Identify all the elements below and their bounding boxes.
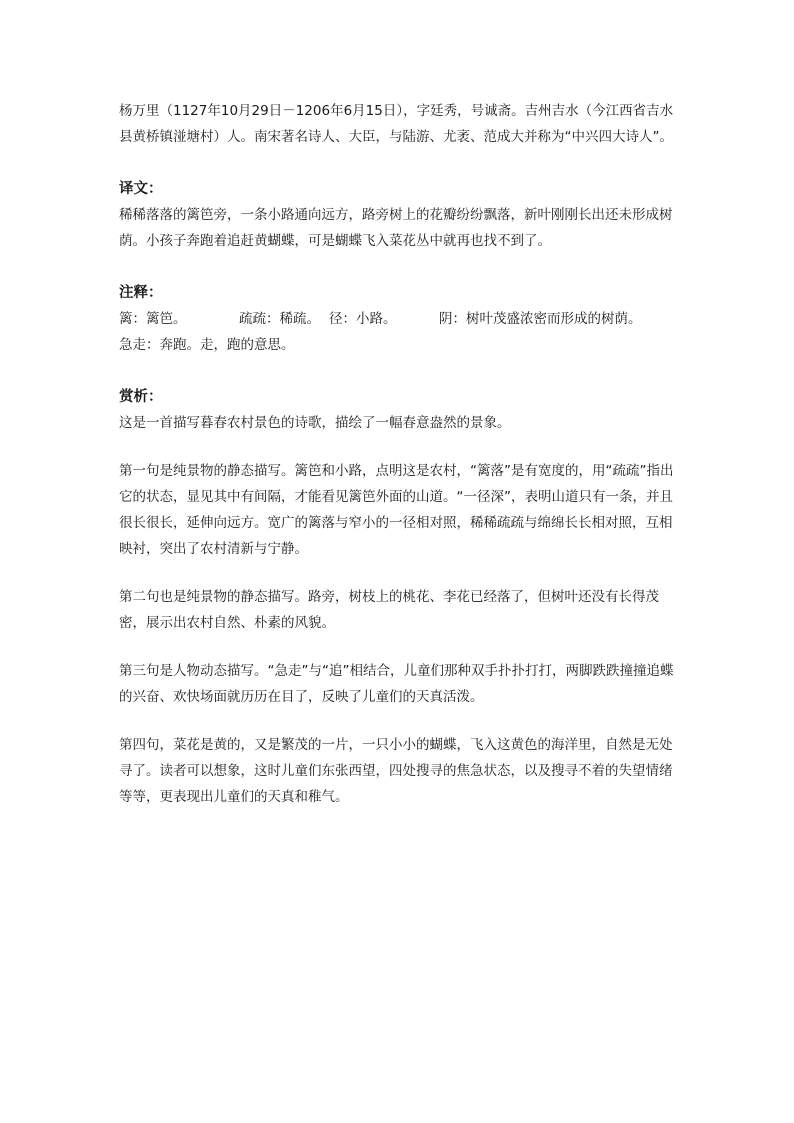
appreciation-paragraph: 这是一首描写暮春农村景色的诗歌，描绘了一幅春意盎然的景象。 (119, 415, 511, 431)
spacer (119, 150, 679, 176)
author-bio: 杨万里（1127年10月29日－1206年6月15日），字廷秀，号诚斋。吉州吉水（今江西省吉水县黄桥镇湴塘村）人。南宋著名诗人、大臣，与陆游、尤袤、范成大并称为“中兴四大诗人”。 (119, 103, 674, 145)
notes-line-2 (119, 332, 679, 358)
note-item: 急走：奔跑。走，跑的意思。 (119, 337, 295, 353)
note-item: 径：小路。 (329, 311, 397, 327)
appreciation-paragraph: 第一句是纯景物的静态描写。篱笆和小路，点明这是农村，“篱落”是有宽度的，用“疏疏”指出它的状态，显见其中有间隔，才能看见篱笆外面的山道。“一径深”，表明山道只有一条，并且很长很长，延伸向远方。宽广的篱落与窄小的一径相对照，稀稀疏疏与绵绵长长相对照，互相映衬，突出了农村清新与宁静。 (119, 463, 674, 557)
translation-text: 稀稀落落的篱笆旁，一条小路通向远方，路旁树上的花瓣纷纷飘落，新叶刚刚长出还未形成树荫。小孩子奔跑着追赶黄蝴蝶，可是蝴蝶飞入菜花丛中就再也找不到了。 (119, 207, 673, 249)
appreciation-paragraph: 第三句是人物动态描写。“急走”与“追”相结合，儿童们那种双手扑扑打打，两脚跌跌撞撞追蝶的兴奋、欢快场面就历历在目了，反映了儿童们的天真活泼。 (119, 663, 674, 705)
notes-line-1 (119, 306, 679, 332)
spacer (119, 636, 679, 658)
note-item: 篱：篱笆。 (119, 311, 187, 327)
translation-heading: 译文： (119, 181, 163, 197)
document-page (119, 98, 679, 810)
spacer (119, 436, 679, 458)
appreciation-paragraph: 第四句，菜花是黄的，又是繁茂的一片，一只小小的蝴蝶，飞入这黄色的海洋里，自然是无处寻了。读者可以想象，这时儿童们东张西望，四处搜寻的焦急状态，以及搜寻不着的失望情绪等等，更表现出儿童们的天真和稚气。 (119, 737, 673, 805)
appreciation-paragraph: 第二句也是纯景物的静态描写。路旁，树枝上的桃花、李花已经落了，但树叶还没有长得茂密，展示出农村自然、朴素的风貌。 (119, 589, 659, 631)
spacer (119, 710, 679, 732)
notes-heading: 注释： (119, 285, 163, 301)
note-item: 阴：树叶茂盛浓密而形成的树荫。 (439, 311, 642, 327)
note-item: 疏疏：稀疏。 (239, 311, 320, 327)
spacer (119, 358, 679, 384)
spacer (119, 562, 679, 584)
spacer (119, 254, 679, 280)
appreciation-heading: 赏析： (119, 389, 163, 405)
